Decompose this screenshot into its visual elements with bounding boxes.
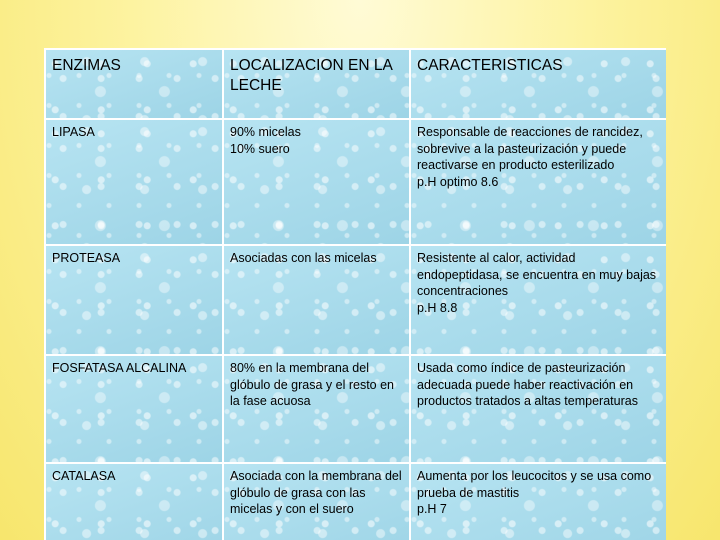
cell-text: p.H 8.8 xyxy=(417,300,458,315)
table-row xyxy=(45,463,666,540)
table-row xyxy=(45,119,666,245)
cell-caracteristicas xyxy=(410,119,666,245)
cell-enzima: LIPASA xyxy=(45,119,223,245)
header-localizacion: LOCALIZACION EN LA LECHE xyxy=(223,49,410,119)
enzyme-table xyxy=(44,48,666,540)
cell-text: Asociadas con las micelas xyxy=(230,251,377,265)
table-header-row xyxy=(45,49,666,119)
cell-text: Resistente al calor, actividad endopeptidasa, se encuentra en muy bajas concentraciones xyxy=(417,251,657,298)
cell-localizacion xyxy=(223,355,410,463)
cell-caracteristicas xyxy=(410,245,666,355)
cell-text: 80% en la membrana del glóbulo de grasa y el resto en la fase acuosa xyxy=(230,361,394,408)
cell-text: Usada como índice de pasteurización adecuada puede haber reactivación en productos tratados a altas temperaturas xyxy=(417,361,638,408)
table-row xyxy=(45,245,666,355)
table-row xyxy=(45,355,666,463)
cell-text: Asociada con la membrana del glóbulo de grasa con las micelas y con el suero xyxy=(230,469,402,516)
cell-localizacion xyxy=(223,119,410,245)
header-caracteristicas: CARACTERISTICAS xyxy=(410,49,666,119)
cell-localizacion xyxy=(223,463,410,540)
cell-text: p.H 7 xyxy=(417,502,447,516)
cell-localizacion xyxy=(223,245,410,355)
cell-text: 10% suero xyxy=(230,141,290,156)
cell-text: 90% micelas xyxy=(230,125,301,139)
cell-text: p.H optimo 8.6 xyxy=(417,174,499,189)
cell-caracteristicas xyxy=(410,355,666,463)
cell-text: Aumenta por los leucocitos y se usa como prueba de mastitis xyxy=(417,469,652,500)
enzyme-table-container xyxy=(44,48,666,540)
cell-caracteristicas xyxy=(410,463,666,540)
cell-enzima: CATALASA xyxy=(45,463,223,540)
cell-enzima: PROTEASA xyxy=(45,245,223,355)
header-enzimas: ENZIMAS xyxy=(45,49,223,119)
cell-text: Responsable de reacciones de rancidez, sobrevive a la pasteurización y puede reactivarse en producto esterilizado xyxy=(417,125,643,172)
cell-enzima: FOSFATASA ALCALINA xyxy=(45,355,223,463)
